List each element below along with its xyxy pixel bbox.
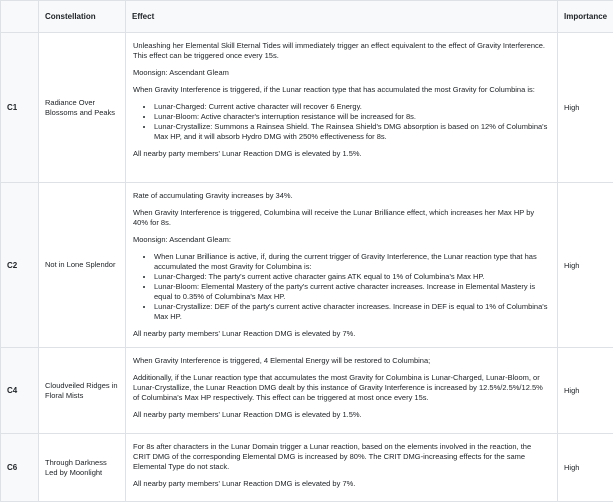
header-row: [1, 1, 613, 33]
importance-value: High: [558, 33, 613, 183]
header-cell-constellation: Constellation: [39, 1, 126, 33]
effect-list-item: • Lunar-Bloom: Elemental Mastery of the party's current active character increases. Increase in Elemental Mastery is equal to 0.35% of Columbina's Max HP.: [154, 282, 550, 302]
table-body: [1, 33, 613, 502]
constellation-id: C6: [1, 434, 39, 502]
effect-paragraph: Unleashing her Elemental Skill Eternal Tides will immediately trigger an effect equivalent to the effect of Gravity Interference. This effect can be triggered once every 15s.: [133, 41, 550, 61]
constellation-id: C4: [1, 348, 39, 434]
effect-list-item: • Lunar-Bloom: Active character's interruption resistance will be increased for 8s.: [154, 112, 550, 122]
table-row: [1, 434, 613, 502]
effect-paragraph: When Gravity Interference is triggered, if the Lunar reaction type that has accumulated the most Gravity for Columbina is:: [133, 85, 550, 95]
header-cell-importance: Importance: [558, 1, 613, 33]
effect-list-item: • Lunar-Crystallize: DEF of the party's current active character increases. Increase in DEF is equal to 1% of Columbina's Max HP.: [154, 302, 550, 322]
effect-list-item: • Lunar-Charged: The party's current active character gains ATK equal to 1% of Columbina's Max HP.: [154, 272, 550, 282]
table-row: [1, 348, 613, 434]
effect-paragraph: Moonsign: Ascendant Gleam:: [133, 235, 550, 245]
header-cell-effect: Effect: [126, 1, 558, 33]
effect-list: [133, 102, 550, 142]
effect-paragraph: All nearby party members' Lunar Reaction DMG is elevated by 1.5%.: [133, 149, 550, 159]
effect-cell: [126, 33, 558, 183]
effect-cell: [126, 183, 558, 348]
constellation-name: Radiance Over Blossoms and Peaks: [39, 33, 126, 183]
effect-paragraph: Moonsign: Ascendant Gleam: [133, 68, 550, 78]
table-header: [1, 1, 613, 33]
importance-value: High: [558, 348, 613, 434]
constellation-name: Not in Lone Splendor: [39, 183, 126, 348]
effect-list-item: • Lunar-Charged: Current active character will recover 6 Energy.: [154, 102, 550, 112]
effect-list-item: • When Lunar Brilliance is active, if, during the current trigger of Gravity Interference, the Lunar reaction type that has accumulated the most Gravity for Columbina is:: [154, 252, 550, 272]
effect-cell: [126, 434, 558, 502]
effect-paragraph: Additionally, if the Lunar reaction type that accumulates the most Gravity for Columbina is Lunar-Charged, Lunar-Bloom, or Lunar-Crystallize, the Lunar Reaction DMG dealt by this instance of Gravity Interference is increased by 12.5%/2.5%/12.5% of Columbina's Max HP respectively. This effect can be triggered at most once every 15s.: [133, 373, 550, 403]
table-row: [1, 33, 613, 183]
constellation-id: C2: [1, 183, 39, 348]
effect-list: [133, 252, 550, 322]
effect-paragraph: All nearby party members' Lunar Reaction DMG is elevated by 7%.: [133, 479, 550, 489]
effect-paragraph: Rate of accumulating Gravity increases by 34%.: [133, 191, 550, 201]
effect-list-item: • Lunar-Crystallize: Summons a Rainsea Shield. The Rainsea Shield's DMG absorption is based on 12% of Columbina's Max HP, and it will absorb Hydro DMG with 250% effectiveness for 8s.: [154, 122, 550, 142]
effect-paragraph: When Gravity Interference is triggered, 4 Elemental Energy will be restored to Columbina;: [133, 356, 550, 366]
table-row: [1, 183, 613, 348]
effect-paragraph: All nearby party members' Lunar Reaction DMG is elevated by 1.5%.: [133, 410, 550, 420]
effect-paragraph: For 8s after characters in the Lunar Domain trigger a Lunar reaction, based on the elements involved in the reaction, the CRIT DMG of the corresponding Elemental DMG is increased by 80%. The CRIT DMG-increasing effects for the same Elemental Type do not stack.: [133, 442, 550, 472]
effect-cell: [126, 348, 558, 434]
constellation-name: Through Darkness Led by Moonlight: [39, 434, 126, 502]
effect-paragraph: When Gravity Interference is triggered, Columbina will receive the Lunar Brilliance effect, which increases her Max HP by 40% for 8s.: [133, 208, 550, 228]
importance-value: High: [558, 183, 613, 348]
constellation-name: Cloudveiled Ridges in Floral Mists: [39, 348, 126, 434]
effect-paragraph: All nearby party members' Lunar Reaction DMG is elevated by 7%.: [133, 329, 550, 339]
header-cell-blank: [1, 1, 39, 33]
constellation-id: C1: [1, 33, 39, 183]
importance-value: High: [558, 434, 613, 502]
